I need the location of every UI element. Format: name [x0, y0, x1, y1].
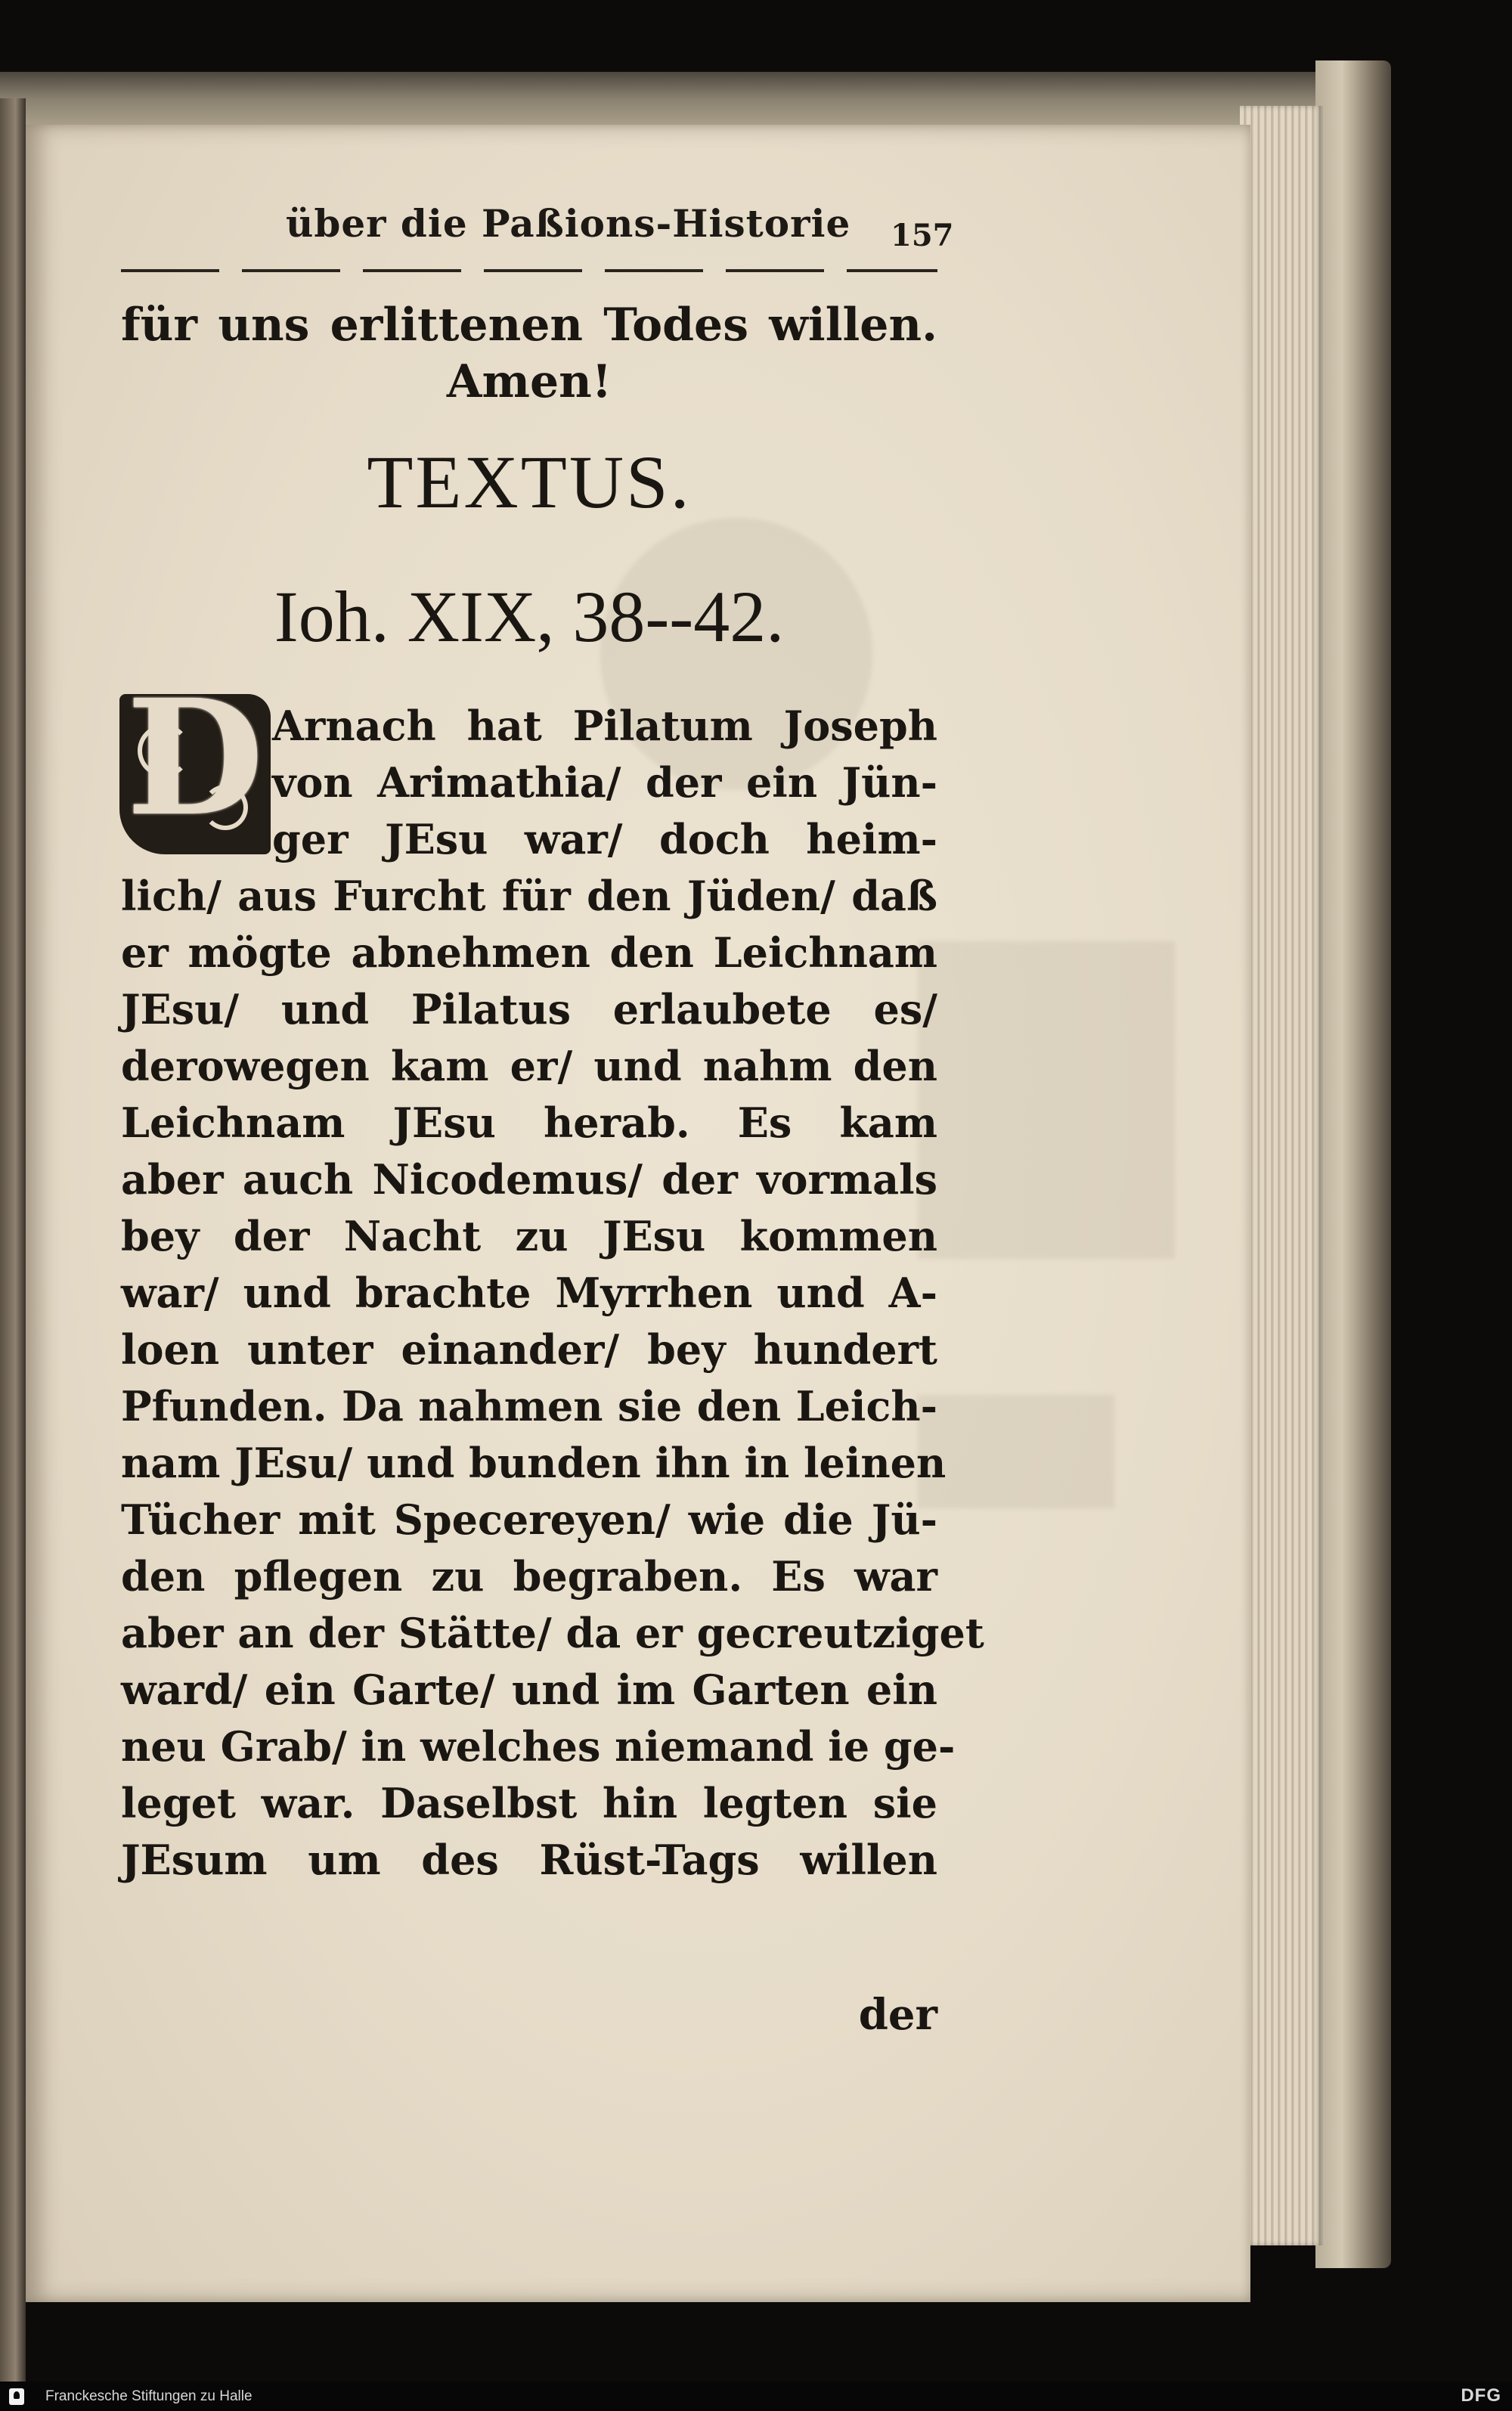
continuation-line: für uns erlittenen Todes willen.: [121, 299, 937, 352]
text-line: bey der Nacht zu JEsu kommen: [121, 1212, 937, 1260]
decorated-initial: [119, 694, 271, 854]
section-heading: TEXTUS.: [367, 440, 692, 524]
footer-brand: DFG: [1461, 2385, 1501, 2406]
show-through-stain: [918, 941, 1175, 1259]
text-line: JEsu/ und Pilatus erlaubete es/: [121, 985, 937, 1034]
text-line: ger JEsu war/ doch heim-: [272, 815, 937, 863]
footer-institution: Franckesche Stiftungen zu Halle: [45, 2388, 253, 2404]
text-line: den pflegen zu begraben. Es war: [121, 1552, 937, 1601]
text-line: JEsum um des Rüst-Tags willen: [121, 1836, 937, 1884]
text-line: lich/ aus Furcht für den Jüden/ daß: [121, 872, 937, 920]
initial-letter: D: [125, 694, 265, 851]
text-line: Pfunden. Da nahmen sie den Leich-: [121, 1382, 937, 1430]
institution-logo-icon: [9, 2388, 24, 2405]
scripture-reference: Ioh. XIX, 38--42.: [274, 576, 785, 657]
text-line: von Arimathia/ der ein Jün-: [272, 758, 937, 807]
text-line: nam JEsu/ und bunden ihn in leinen: [121, 1439, 947, 1487]
text-line: aber auch Nicodemus/ der vormals: [121, 1155, 937, 1204]
page-number: 157: [891, 218, 954, 253]
text-line: Tücher mit Specereyen/ wie die Jü-: [121, 1495, 937, 1544]
facing-page-edge: [0, 98, 26, 2382]
text-line: er mögte abnehmen den Leichnam: [121, 928, 937, 977]
text-line: neu Grab/ in welches niemand ie ge-: [121, 1722, 956, 1771]
page-edges: [1240, 106, 1323, 2245]
text-line: ward/ ein Garte/ und im Garten ein: [121, 1666, 937, 1714]
running-head: über die Paßions-Historie: [286, 201, 851, 246]
continuation-line: Amen!: [446, 355, 612, 408]
cover-board-right: [1315, 60, 1391, 2268]
text-line: Arnach hat Pilatum Joseph: [272, 702, 937, 750]
catchword: der: [858, 1990, 937, 2040]
text-line: Leichnam JEsu herab. Es kam: [121, 1099, 937, 1147]
header-rule: [121, 269, 937, 272]
show-through-stain: [918, 1395, 1114, 1508]
binding-board-top: [0, 72, 1361, 132]
text-line: loen unter einander/ bey hundert: [121, 1325, 937, 1374]
text-line: leget war. Daselbst hin legten sie: [121, 1779, 937, 1827]
text-line: war/ und brachte Myrrhen und A-: [121, 1269, 937, 1317]
text-line: derowegen kam er/ und nahm den: [121, 1042, 937, 1090]
text-line: aber an der Stätte/ da er gecreutziget: [121, 1609, 984, 1657]
footer-bar: [0, 2382, 1512, 2411]
